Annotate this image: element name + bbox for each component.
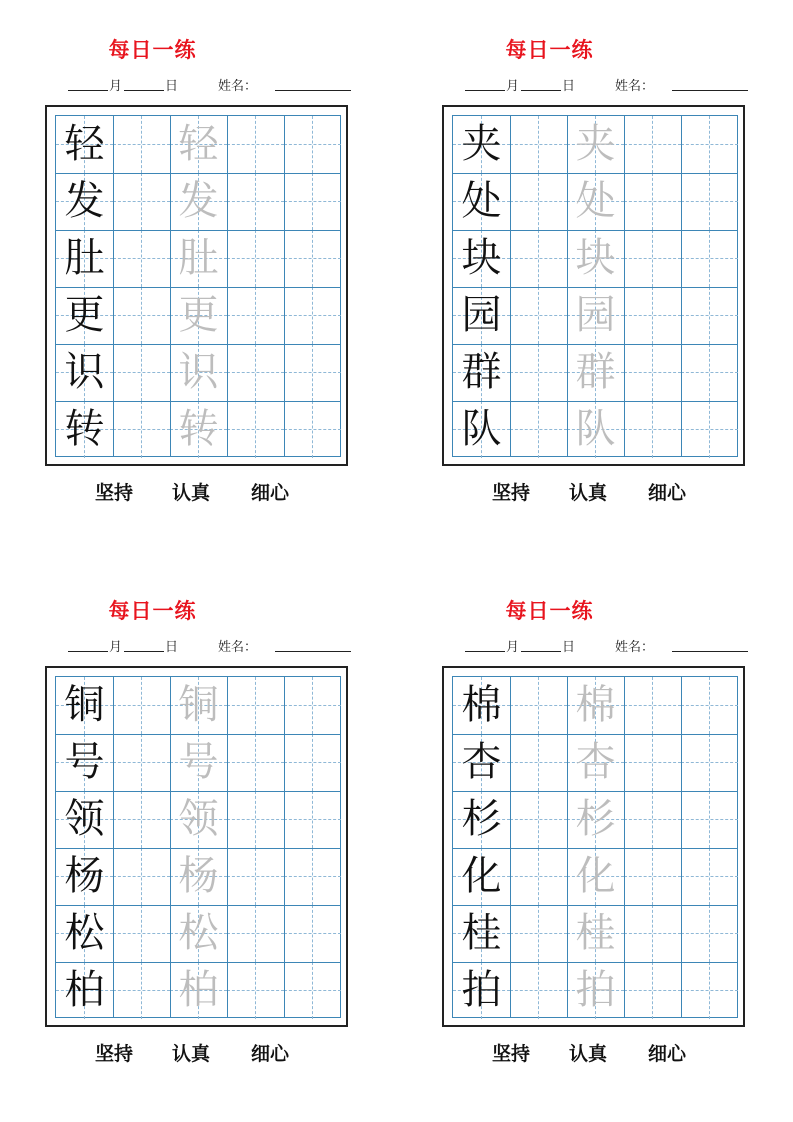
practice-cell[interactable] (113, 791, 170, 848)
practice-cell[interactable] (510, 677, 567, 734)
practice-cell[interactable] (681, 734, 738, 791)
slogan-word: 细心 (648, 482, 687, 504)
practice-cell[interactable] (681, 173, 738, 230)
model-character: 处 (461, 178, 502, 224)
trace-character: 肚 (178, 235, 219, 281)
model-character: 杨 (64, 853, 105, 899)
model-character: 块 (461, 235, 502, 281)
model-character: 领 (64, 796, 105, 842)
model-character: 化 (461, 853, 502, 899)
practice-cell[interactable] (284, 116, 341, 173)
model-character: 夹 (461, 121, 502, 167)
practice-cell[interactable] (113, 230, 170, 287)
name-label: 姓名： (218, 640, 258, 655)
day-label: 日 (562, 640, 576, 655)
practice-cell[interactable] (681, 230, 738, 287)
practice-cell[interactable] (624, 962, 681, 1019)
trace-character: 杏 (575, 739, 616, 785)
practice-cell[interactable] (681, 116, 738, 173)
practice-grid (55, 115, 341, 457)
model-character: 柏 (64, 967, 105, 1013)
slogan-word: 坚持 (95, 1043, 134, 1065)
slogan (0, 1039, 350, 1069)
practice-cell[interactable] (227, 962, 284, 1019)
sheet-title: 每日一练 (505, 599, 594, 623)
practice-cell[interactable] (227, 116, 284, 173)
model-character: 群 (461, 349, 502, 395)
sheet-title: 每日一练 (108, 599, 197, 623)
month-blank[interactable] (465, 90, 505, 91)
practice-cell[interactable] (113, 905, 170, 962)
date-name-row (417, 73, 707, 95)
model-character: 转 (64, 406, 105, 452)
practice-cell[interactable] (227, 287, 284, 344)
model-character: 号 (64, 739, 105, 785)
practice-cell[interactable] (681, 287, 738, 344)
practice-cell[interactable] (510, 848, 567, 905)
date-name-row (20, 73, 310, 95)
slogan (397, 1039, 747, 1069)
practice-cell[interactable] (510, 287, 567, 344)
trace-character: 杉 (575, 796, 616, 842)
practice-cell[interactable] (113, 116, 170, 173)
slogan-word: 认真 (172, 1043, 211, 1065)
sheet-title: 每日一练 (505, 38, 594, 62)
slogan-word: 细心 (251, 482, 290, 504)
practice-cell[interactable] (284, 962, 341, 1019)
practice-cell[interactable] (284, 173, 341, 230)
practice-cell[interactable] (624, 905, 681, 962)
practice-cell[interactable] (681, 401, 738, 458)
model-character: 铜 (64, 682, 105, 728)
day-blank[interactable] (124, 651, 164, 652)
slogan-word: 坚持 (492, 1043, 531, 1065)
practice-cell[interactable] (113, 677, 170, 734)
trace-character: 发 (178, 178, 219, 224)
name-label: 姓名： (218, 79, 258, 94)
trace-character: 化 (575, 853, 616, 899)
trace-character: 杨 (178, 853, 219, 899)
practice-grid (452, 676, 738, 1018)
practice-cell[interactable] (510, 962, 567, 1019)
practice-cell[interactable] (113, 344, 170, 401)
trace-character: 识 (178, 349, 219, 395)
practice-cell[interactable] (510, 791, 567, 848)
practice-cell[interactable] (624, 791, 681, 848)
date-name-row (20, 634, 310, 656)
practice-cell[interactable] (284, 287, 341, 344)
trace-character: 桂 (575, 910, 616, 956)
date-name-row (417, 634, 707, 656)
trace-character: 领 (178, 796, 219, 842)
slogan-word: 细心 (648, 1043, 687, 1065)
model-character: 队 (461, 406, 502, 452)
practice-cell[interactable] (113, 848, 170, 905)
practice-cell[interactable] (113, 734, 170, 791)
practice-cell[interactable] (284, 401, 341, 458)
practice-cell[interactable] (227, 734, 284, 791)
model-character: 杉 (461, 796, 502, 842)
trace-character: 棉 (575, 682, 616, 728)
model-character: 发 (64, 178, 105, 224)
practice-cell[interactable] (624, 848, 681, 905)
trace-character: 轻 (178, 121, 219, 167)
day-blank[interactable] (521, 90, 561, 91)
practice-cell[interactable] (624, 173, 681, 230)
practice-cell[interactable] (510, 344, 567, 401)
practice-cell[interactable] (624, 230, 681, 287)
name-blank[interactable] (672, 651, 748, 652)
practice-cell[interactable] (284, 344, 341, 401)
sheet-title: 每日一练 (108, 38, 197, 62)
name-blank[interactable] (275, 90, 351, 91)
practice-cell[interactable] (113, 173, 170, 230)
slogan (0, 478, 350, 508)
practice-cell[interactable] (624, 344, 681, 401)
slogan-word: 坚持 (492, 482, 531, 504)
slogan-word: 坚持 (95, 482, 134, 504)
model-character: 识 (64, 349, 105, 395)
practice-grid (55, 676, 341, 1018)
practice-frame (442, 105, 745, 466)
practice-cell[interactable] (681, 848, 738, 905)
practice-cell[interactable] (624, 287, 681, 344)
practice-cell[interactable] (284, 734, 341, 791)
practice-cell[interactable] (284, 677, 341, 734)
practice-cell[interactable] (510, 230, 567, 287)
practice-frame (442, 666, 745, 1027)
practice-cell[interactable] (284, 791, 341, 848)
trace-character: 号 (178, 739, 219, 785)
month-label: 月 (109, 79, 123, 94)
practice-cell[interactable] (227, 905, 284, 962)
trace-character: 群 (575, 349, 616, 395)
month-blank[interactable] (465, 651, 505, 652)
slogan (397, 478, 747, 508)
trace-character: 夹 (575, 121, 616, 167)
month-blank[interactable] (68, 90, 108, 91)
practice-cell[interactable] (227, 173, 284, 230)
month-label: 月 (109, 640, 123, 655)
trace-character: 处 (575, 178, 616, 224)
practice-cell[interactable] (510, 401, 567, 458)
model-character: 拍 (461, 967, 502, 1013)
name-blank[interactable] (672, 90, 748, 91)
day-label: 日 (562, 79, 576, 94)
trace-character: 柏 (178, 967, 219, 1013)
trace-character: 园 (575, 292, 616, 338)
day-label: 日 (165, 640, 179, 655)
practice-cell[interactable] (681, 962, 738, 1019)
trace-character: 转 (178, 406, 219, 452)
slogan-word: 认真 (569, 1043, 608, 1065)
model-character: 桂 (461, 910, 502, 956)
trace-character: 拍 (575, 967, 616, 1013)
trace-character: 块 (575, 235, 616, 281)
practice-cell[interactable] (227, 848, 284, 905)
practice-cell[interactable] (510, 116, 567, 173)
practice-cell[interactable] (113, 287, 170, 344)
practice-cell[interactable] (510, 905, 567, 962)
model-character: 园 (461, 292, 502, 338)
model-character: 松 (64, 910, 105, 956)
practice-grid (452, 115, 738, 457)
practice-cell[interactable] (624, 116, 681, 173)
practice-frame (45, 666, 348, 1027)
model-character: 更 (64, 292, 105, 338)
slogan-word: 认真 (172, 482, 211, 504)
model-character: 杏 (461, 739, 502, 785)
day-blank[interactable] (124, 90, 164, 91)
model-character: 棉 (461, 682, 502, 728)
month-label: 月 (506, 79, 520, 94)
model-character: 轻 (64, 121, 105, 167)
practice-cell[interactable] (113, 401, 170, 458)
practice-cell[interactable] (624, 734, 681, 791)
name-label: 姓名： (615, 79, 655, 94)
practice-cell[interactable] (681, 677, 738, 734)
practice-cell[interactable] (227, 401, 284, 458)
slogan-word: 认真 (569, 482, 608, 504)
trace-character: 松 (178, 910, 219, 956)
day-label: 日 (165, 79, 179, 94)
month-blank[interactable] (68, 651, 108, 652)
practice-cell[interactable] (227, 344, 284, 401)
day-blank[interactable] (521, 651, 561, 652)
model-character: 肚 (64, 235, 105, 281)
practice-frame (45, 105, 348, 466)
practice-cell[interactable] (681, 791, 738, 848)
name-label: 姓名： (615, 640, 655, 655)
trace-character: 队 (575, 406, 616, 452)
practice-cell[interactable] (624, 677, 681, 734)
practice-cell[interactable] (227, 791, 284, 848)
practice-cell[interactable] (113, 962, 170, 1019)
practice-cell[interactable] (227, 677, 284, 734)
practice-cell[interactable] (681, 344, 738, 401)
practice-cell[interactable] (227, 230, 284, 287)
practice-cell[interactable] (510, 173, 567, 230)
practice-cell[interactable] (624, 401, 681, 458)
practice-cell[interactable] (284, 848, 341, 905)
trace-character: 更 (178, 292, 219, 338)
practice-cell[interactable] (681, 905, 738, 962)
practice-cell[interactable] (284, 230, 341, 287)
trace-character: 铜 (178, 682, 219, 728)
name-blank[interactable] (275, 651, 351, 652)
slogan-word: 细心 (251, 1043, 290, 1065)
practice-cell[interactable] (284, 905, 341, 962)
month-label: 月 (506, 640, 520, 655)
practice-cell[interactable] (510, 734, 567, 791)
